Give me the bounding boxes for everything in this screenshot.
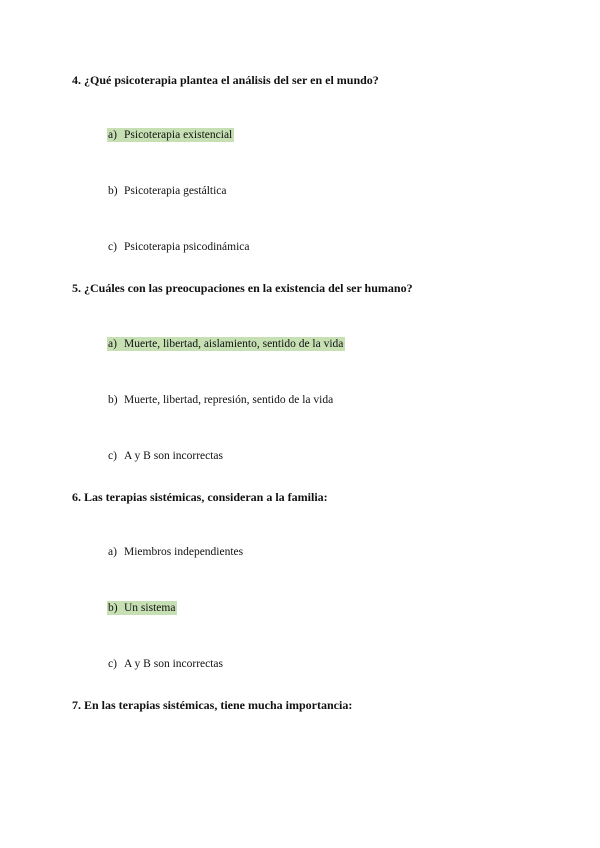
option-text: Psicoterapia gestáltica (124, 185, 227, 197)
option-letter: a) (108, 546, 117, 558)
option-letter: c) (108, 241, 117, 253)
option-text: A y B son incorrectas (124, 450, 224, 462)
answer-5a-highlighted (107, 337, 345, 351)
answer-6a (107, 545, 245, 559)
option-text: Psicoterapia psicodinámica (124, 241, 250, 253)
option-text: Un sistema (124, 602, 176, 614)
question-6: 6. Las terapias sistémicas, consideran a la familia: (72, 490, 328, 504)
answer-4a-highlighted (107, 128, 234, 142)
option-letter: a) (108, 129, 117, 141)
option-letter: a) (108, 338, 117, 350)
option-text: Muerte, libertad, aislamiento, sentido de la vida (124, 338, 344, 350)
option-text: Muerte, libertad, represión, sentido de la vida (124, 394, 334, 406)
option-text: A y B son incorrectas (124, 658, 224, 670)
answer-6b-highlighted (107, 601, 177, 615)
question-4: 4. ¿Qué psicoterapia plantea el análisis del ser en el mundo? (72, 73, 379, 87)
answer-4c (107, 240, 252, 254)
option-letter: b) (108, 394, 118, 406)
option-letter: c) (108, 658, 117, 670)
answer-5b (107, 393, 335, 407)
option-letter: b) (108, 185, 118, 197)
option-text: Miembros independientes (124, 546, 244, 558)
option-letter: c) (108, 450, 117, 462)
option-text: Psicoterapia existencial (124, 129, 233, 141)
answer-5c (107, 449, 225, 463)
answer-4b (107, 184, 229, 198)
question-5: 5. ¿Cuáles con las preocupaciones en la existencia del ser humano? (72, 281, 413, 295)
question-7: 7. En las terapias sistémicas, tiene mucha importancia: (72, 698, 353, 712)
answer-6c (107, 657, 225, 671)
option-letter: b) (108, 602, 118, 614)
